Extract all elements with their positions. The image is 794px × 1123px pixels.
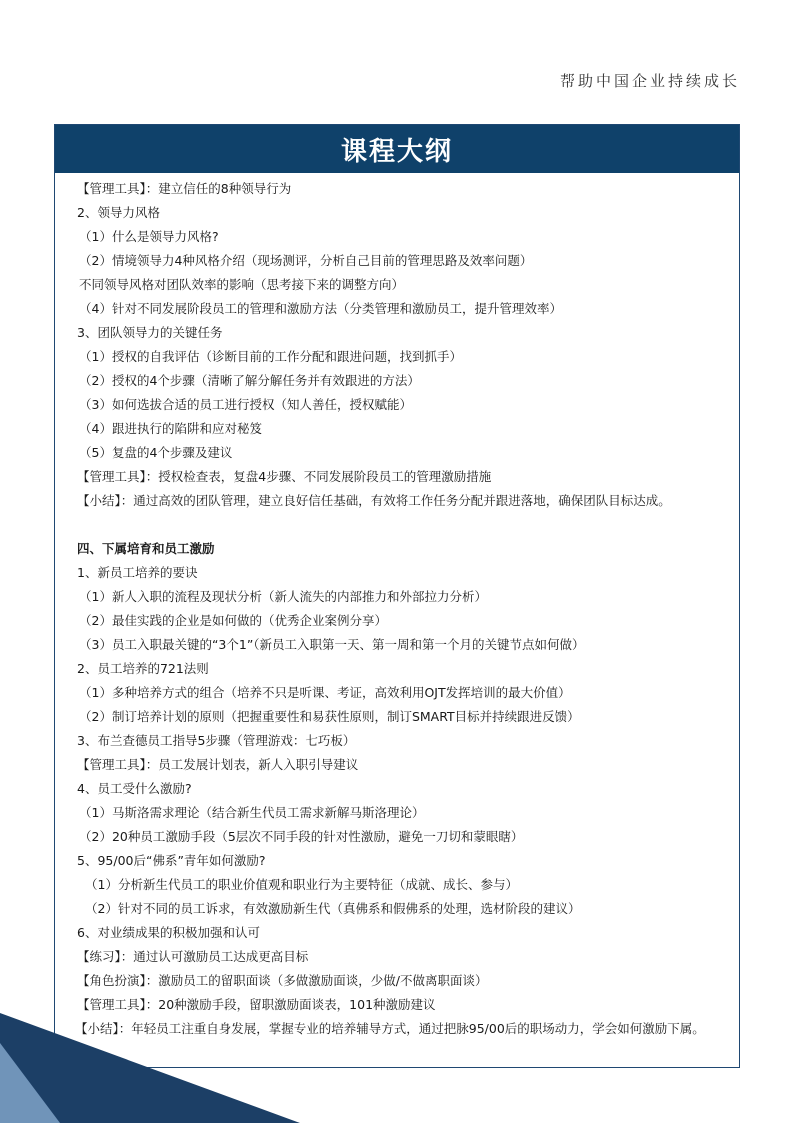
outline-line: （1）马斯洛需求理论（结合新生代员工需求新解马斯洛理论） — [79, 805, 425, 820]
outline-line: （3）如何选拔合适的员工进行授权（知人善任，授权赋能） — [79, 397, 412, 412]
outline-line: （5）复盘的4个步骤及建议 — [79, 445, 233, 460]
company-tagline: 帮助中国企业持续成长 — [559, 72, 740, 90]
outline-line: （2）最佳实践的企业是如何做的（优秀企业案例分享） — [79, 613, 387, 628]
outline-line: 【练习】：通过认可激励员工达成更高目标 — [77, 949, 309, 964]
outline-line: （1）新人入职的流程及现状分析（新人流失的内部推力和外部拉力分析） — [79, 589, 487, 604]
outline-line: 【管理工具】：员工发展计划表，新人入职引导建议 — [77, 757, 359, 772]
outline-line: 【管理工具】：建立信任的8种领导行为 — [77, 181, 292, 196]
outline-line: （2）授权的4个步骤（清晰了解分解任务并有效跟进的方法） — [79, 373, 420, 388]
outline-line: （2）制订培养计划的原则（把握重要性和易获性原则，制订SMART目标并持续跟进反馈） — [79, 709, 580, 724]
outline-line: 【角色扮演】：激励员工的留职面谈（多做激励面谈，少做/不做离职面谈） — [77, 973, 488, 988]
outline-line: （1）授权的自我评估（诊断目前的工作分配和跟进问题，找到抓手） — [79, 349, 462, 364]
outline-line: （1）什么是领导力风格? — [79, 229, 219, 244]
outline-line: （2）20种员工激励手段（5层次不同手段的针对性激励，避免一刀切和蒙眼瞎） — [79, 829, 524, 844]
outline-line: 【管理工具】：授权检查表，复盘4步骤、不同发展阶段员工的管理激励措施 — [77, 469, 492, 484]
outline-line: （4）针对不同发展阶段员工的管理和激励方法（分类管理和激励员工，提升管理效率） — [79, 301, 562, 316]
outline-line: （1）多种培养方式的组合（培养不只是听课、考证，高效利用OJT发挥培训的最大价值） — [79, 685, 571, 700]
outline-line: 不同领导风格对团队效率的影响（思考接下来的调整方向） — [79, 277, 405, 292]
corner-decoration-accent — [0, 1043, 60, 1123]
outline-line: 3、团队领导力的关键任务 — [77, 325, 223, 340]
outline-line: （2）针对不同的员工诉求，有效激励新生代（真佛系和假佛系的处理，选材阶段的建议） — [85, 901, 581, 916]
section-heading: 四、下属培育和员工激励 — [77, 541, 215, 556]
outline-line: 3、布兰查德员工指导5步骤（管理游戏：七巧板） — [77, 733, 356, 748]
outline-line: （3）员工入职最关键的“3个1”（新员工入职第一天、第一周和第一个月的关键节点如何做） — [79, 637, 585, 652]
outline-line: 5、95/00后“佛系”青年如何激励? — [77, 853, 266, 868]
outline-lines — [55, 173, 739, 1041]
outline-line: 1、新员工培养的要诀 — [77, 565, 198, 580]
outline-line: 2、员工培养的721法则 — [77, 661, 209, 676]
outline-line: （2）情境领导力4种风格介绍（现场测评，分析自己目前的管理思路及效率问题） — [79, 253, 533, 268]
outline-summary: 【小结】：通过高效的团队管理，建立良好信任基础，有效将工作任务分配并跟进落地，确保团队目标达成。 — [77, 493, 671, 508]
outline-line: （1）分析新生代员工的职业价值观和职业行为主要特征（成就、成长、参与） — [85, 877, 518, 892]
course-outline-box — [54, 124, 740, 1068]
outline-line: 4、员工受什么激励? — [77, 781, 192, 796]
outline-blank-line — [77, 513, 739, 537]
outline-line: 6、对业绩成果的积极加强和认可 — [77, 925, 260, 940]
outline-line: （4）跟进执行的陷阱和应对秘笈 — [79, 421, 262, 436]
outline-title: 课程大纲 — [55, 125, 739, 173]
outline-line: 2、领导力风格 — [77, 205, 160, 220]
outline-summary: 【小结】：年轻员工注重自身发展，掌握专业的培养辅导方式，通过把脉95/00后的职场动力，学会如何激励下属。 — [75, 1021, 705, 1036]
outline-line: 【管理工具】：20种激励手段，留职激励面谈表，101种激励建议 — [77, 997, 436, 1012]
